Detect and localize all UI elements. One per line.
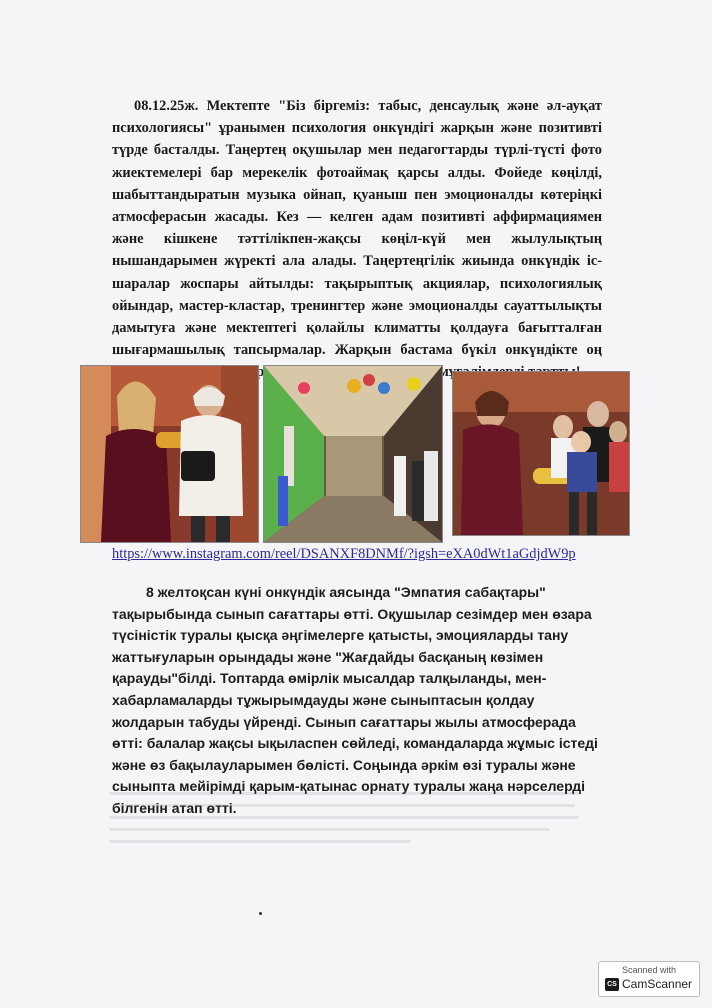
bleed-through-text	[110, 790, 590, 850]
photo-greeting	[80, 365, 259, 543]
instagram-link[interactable]: https://www.instagram.com/reel/DSANXF8DNMf/?igsh=eXA0dWt1aGdjdW9p	[112, 546, 576, 562]
paragraph-empathy: 8 желтоқсан күні онкүндік аясында "Эмпатия сабақтары" тақырыбында сынып сағаттары өтті. Оқушылар сезімдер мен өзара түсіністік туралы қысқа әңгімелерге қатысты, эмоцияларды тану жаттығуларын орындады және "Жағдайды басқаның көзімен қарауды"білді. Топтарда өмірлік мысалдар талқыланды, мен-хабарламаларды тұжырымдауды және сыныптасын қолдау жолдарын табуды үйренді. Сынып сағаттары жылы атмосферада өтті: балалар жақсы ықыласпен сөйледі, командаларда жұмыс істеді және өз бақылауларымен бөлісті. Соңында әркім өзі туралы және сыныпта мейірімді қарым-қатынас орнату туралы жаңа нәрселерді білгенін атап өтті.	[112, 584, 598, 816]
speck	[259, 912, 262, 915]
paragraph-intro: 08.12.25ж. Мектепте "Біз біргеміз: табыс, денсаулық және әл-ауқат психологиясы" ұранымен психология онкүндігі жарқын және позитивті түрде басталды. Таңертең оқушылар мен педагогтарды түрлі-түсті фото жиектемелері бар мерекелік фотоаймақ қарсы алды. Фойеде көңілді, шабыттандыратын музыка ойнап, қуаныш пен эмоционалды көтеріңкі атмосферасын жасады. Кез — келген адам позитивті аффирмациямен және кішкене тәттілікпен-жақсы көңіл-күй мен жылулықтың нышандарымен жүректі ала алады. Таңертеңгілік жиында онкүндік іс-шаралар жоспары айтылды: тақырыптық акциялар, психологиялық ойындар, мастер-кластар, тренингтер және эмоционалды сауаттылықты дамытуға және мектептегі қолайлы климатты қолдауға бағытталған шығармашылық тапсырмалар. Жарқын бастама бүкіл онкүндікте оң	[112, 98, 602, 359]
photo-hallway	[263, 365, 443, 543]
photo-treats	[452, 371, 630, 536]
camscanner-watermark	[598, 961, 700, 997]
camscanner-brand: CamScanner	[622, 977, 693, 991]
camscanner-caption: Scanned with	[621, 965, 677, 975]
camscanner-logo-icon: CS	[605, 978, 619, 991]
